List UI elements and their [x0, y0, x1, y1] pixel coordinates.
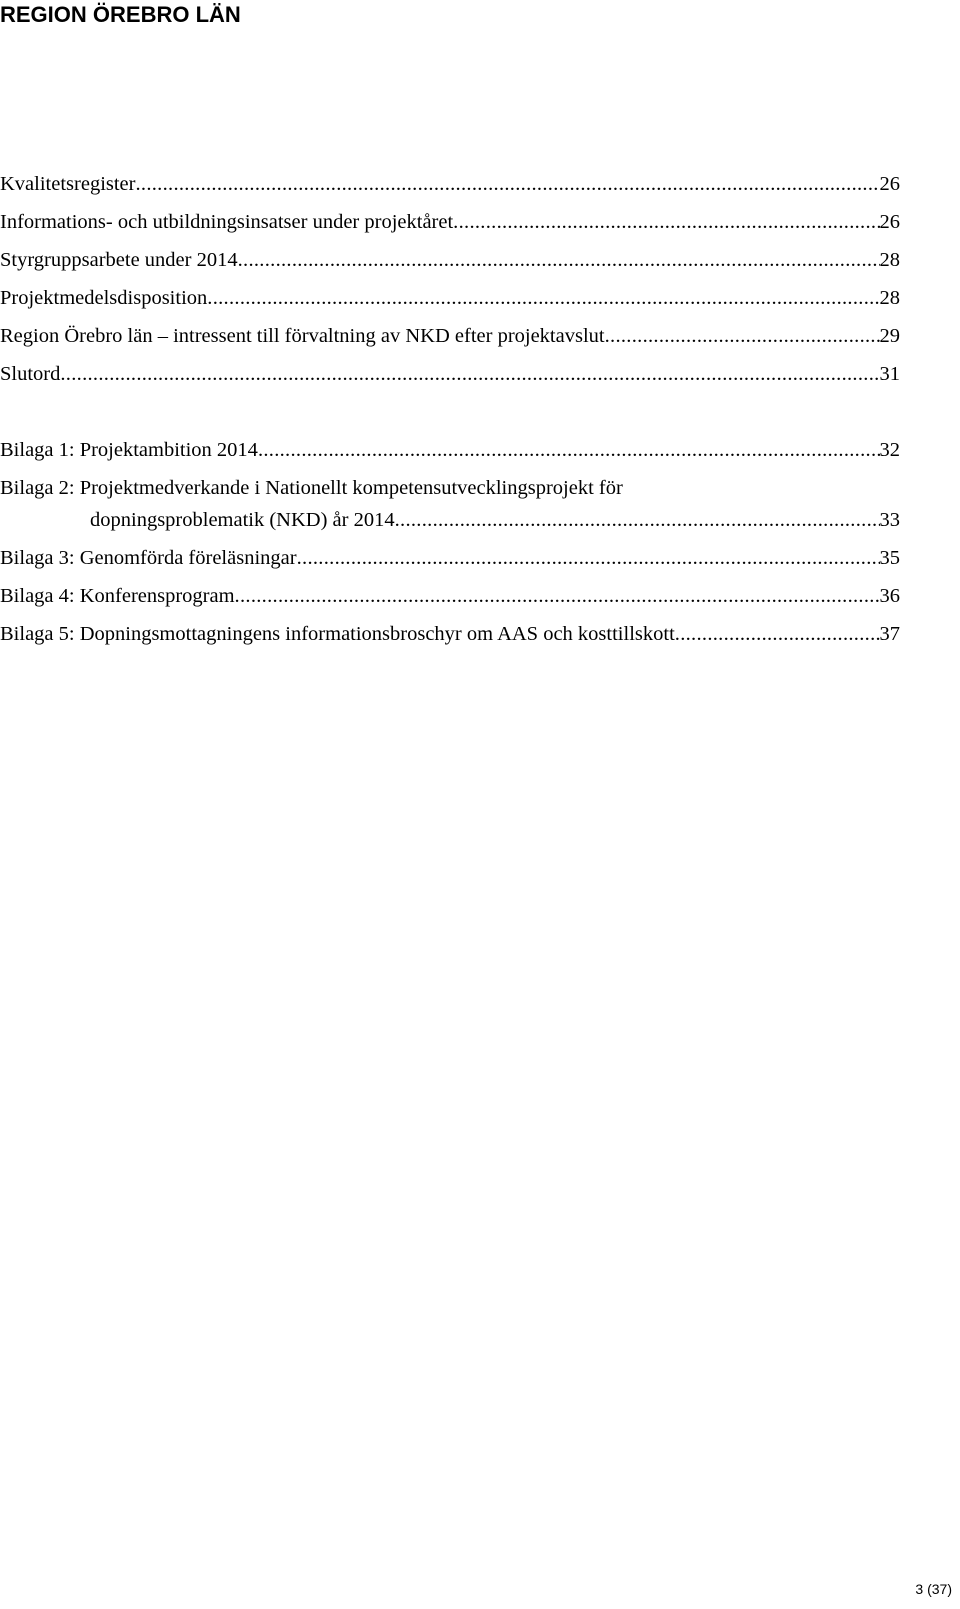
toc-entry-title-line-2: [0, 505, 900, 537]
page-header-title: REGION ÖREBRO LÄN: [0, 2, 241, 27]
toc-entry-projektmedelsdisposition[interactable]: [0, 277, 900, 315]
toc-entry-title-line-1: [0, 467, 900, 505]
toc-main-group: [0, 163, 900, 391]
toc-entry-bilaga-3[interactable]: [0, 537, 900, 575]
toc-dot-leader: [453, 210, 879, 239]
toc-entry-page: 26: [879, 173, 900, 195]
toc-entry-page: 33: [879, 509, 900, 531]
toc-entry-bilaga-4[interactable]: [0, 575, 900, 613]
table-of-contents: [0, 163, 900, 651]
toc-entry-page: 29: [879, 325, 900, 347]
toc-entry-title-continued: dopningsproblematik (NKD) år 2014: [90, 509, 395, 531]
toc-entry-slutord[interactable]: [0, 353, 900, 391]
toc-dot-leader: [675, 622, 880, 651]
toc-entry-title: Kvalitetsregister: [0, 173, 136, 195]
toc-entry-bilaga-5[interactable]: [0, 613, 900, 651]
toc-dot-leader: [238, 248, 880, 277]
toc-entry-kvalitetsregister[interactable]: [0, 163, 900, 201]
toc-entry-styrgruppsarbete[interactable]: [0, 239, 900, 277]
toc-entry-page: 37: [879, 623, 900, 645]
toc-dot-leader: [605, 324, 880, 353]
toc-dot-leader: [60, 362, 879, 391]
toc-entry-page: 28: [879, 249, 900, 271]
page-number: 3 (37): [915, 1581, 952, 1597]
toc-entry-title: Bilaga 5: Dopningsmottagningens informationsbroschyr om AAS och kosttillskott: [0, 623, 675, 645]
toc-entry-informationsinsatser[interactable]: [0, 201, 900, 239]
toc-appendix-group: [0, 429, 900, 651]
toc-entry-page: 31: [879, 363, 900, 385]
toc-dot-leader: [297, 546, 880, 575]
toc-entry-title: Informations- och utbildningsinsatser under projektåret: [0, 211, 454, 233]
toc-dot-leader: [395, 508, 880, 537]
toc-dot-leader: [258, 438, 880, 467]
toc-dot-leader: [135, 172, 879, 201]
toc-entry-title: Bilaga 2: Projektmedverkande i Nationellt kompetensutvecklingsprojekt för: [0, 477, 623, 499]
toc-entry-page: 32: [879, 439, 900, 461]
toc-entry-title: Styrgruppsarbete under 2014: [0, 249, 238, 271]
toc-entry-title: Bilaga 4: Konferensprogram: [0, 585, 235, 607]
toc-entry-title: Projektmedelsdisposition: [0, 287, 208, 309]
toc-entry-title: Bilaga 3: Genomförda föreläsningar: [0, 547, 297, 569]
toc-entry-page: 28: [879, 287, 900, 309]
toc-entry-page: 36: [879, 585, 900, 607]
toc-entry-bilaga-2[interactable]: [0, 467, 900, 537]
toc-entry-page: 26: [879, 211, 900, 233]
toc-dot-leader: [207, 286, 879, 315]
toc-entry-page: 35: [879, 547, 900, 569]
toc-entry-region-intressent[interactable]: [0, 315, 900, 353]
toc-entry-bilaga-1[interactable]: [0, 429, 900, 467]
toc-entry-title: Slutord: [0, 363, 61, 385]
toc-entry-title: Bilaga 1: Projektambition 2014: [0, 439, 258, 461]
toc-dot-leader: [235, 584, 880, 613]
toc-entry-title: Region Örebro län – intressent till förvaltning av NKD efter projektavslut: [0, 325, 605, 347]
